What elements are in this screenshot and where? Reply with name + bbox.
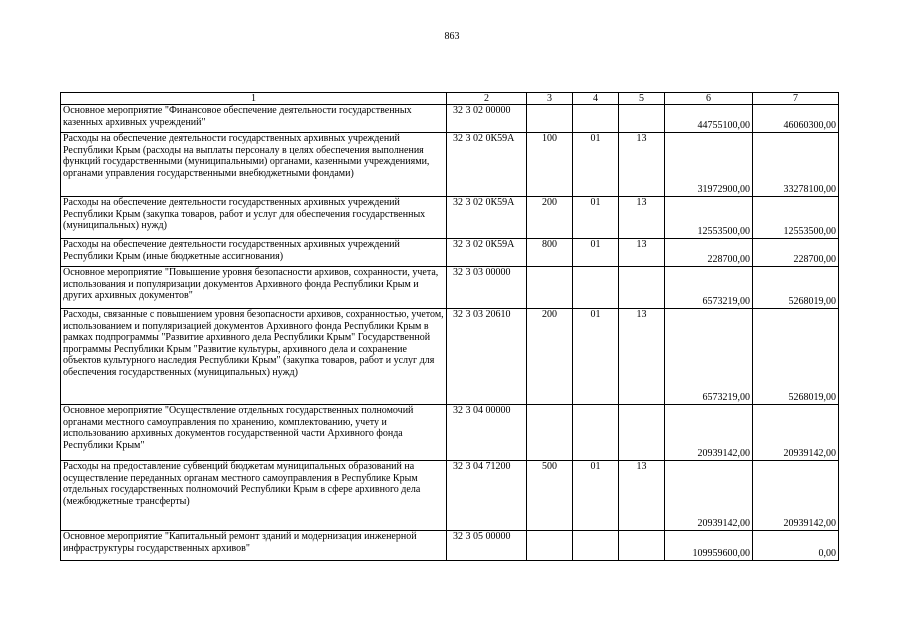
amount-cell: 20939142,00 (753, 461, 839, 531)
section-cell (573, 531, 619, 561)
header-cell: 4 (573, 93, 619, 105)
budget-code-cell: 32 3 04 71200 (447, 461, 527, 531)
description-cell: Основное мероприятие "Финансовое обеспечение деятельности государственных казенных архивных учреждений" (61, 105, 447, 133)
header-cell: 2 (447, 93, 527, 105)
expense-type-cell: 200 (527, 309, 573, 405)
header-cell: 7 (753, 93, 839, 105)
amount-cell: 20939142,00 (665, 405, 753, 461)
amount-cell: 46060300,00 (753, 105, 839, 133)
subsection-cell: 13 (619, 239, 665, 267)
amount-cell: 109959600,00 (665, 531, 753, 561)
budget-code-cell: 32 3 02 0К59А (447, 197, 527, 239)
table-row (61, 239, 839, 267)
budget-code-cell: 32 3 02 0К59А (447, 239, 527, 267)
expense-type-cell: 500 (527, 461, 573, 531)
description-cell: Расходы на предоставление субвенций бюджетам муниципальных образований на осуществление переданных органам местного самоуправления в Республике Крым отдельных государственных полномочий Республики Крым в сфере архивного дела (межбюджетные трансферты) (61, 461, 447, 531)
description-cell: Основное мероприятие "Повышение уровня безопасности архивов, сохранности, учета, использования и популяризации документов Архивного фонда Республики Крым и других архивных документов" (61, 267, 447, 309)
budget-code-cell: 32 3 05 00000 (447, 531, 527, 561)
expense-type-cell: 200 (527, 197, 573, 239)
table-row (61, 267, 839, 309)
description-cell: Расходы на обеспечение деятельности государственных архивных учреждений Республики Крым (расходы на выплаты персоналу в целях обеспечения выполнения функций государственными (муниципальными) органами, казенными учреждениями, органами управления государственными внебюджетными фондами) (61, 133, 447, 197)
amount-cell: 33278100,00 (753, 133, 839, 197)
table-row (61, 133, 839, 197)
header-row (61, 93, 839, 105)
amount-cell: 20939142,00 (665, 461, 753, 531)
subsection-cell (619, 267, 665, 309)
expense-type-cell: 100 (527, 133, 573, 197)
expense-type-cell (527, 105, 573, 133)
section-cell: 01 (573, 133, 619, 197)
table-row (61, 405, 839, 461)
amount-cell: 5268019,00 (753, 267, 839, 309)
amount-cell: 6573219,00 (665, 267, 753, 309)
description-cell: Основное мероприятие "Капитальный ремонт зданий и модернизация инженерной инфраструктуры государственных архивов" (61, 531, 447, 561)
section-cell (573, 405, 619, 461)
description-cell: Основное мероприятие "Осуществление отдельных государственных полномочий органами местного самоуправления по хранению, комплектованию, учету и использованию архивных документов государственной части Архивного фонда Республики Крым" (61, 405, 447, 461)
amount-cell: 6573219,00 (665, 309, 753, 405)
budget-code-cell: 32 3 03 20610 (447, 309, 527, 405)
subsection-cell (619, 105, 665, 133)
table-row (61, 105, 839, 133)
amount-cell: 5268019,00 (753, 309, 839, 405)
subsection-cell: 13 (619, 309, 665, 405)
subsection-cell: 13 (619, 461, 665, 531)
amount-cell: 12553500,00 (665, 197, 753, 239)
amount-cell: 31972900,00 (665, 133, 753, 197)
budget-table (60, 92, 839, 561)
header-cell: 3 (527, 93, 573, 105)
amount-cell: 228700,00 (665, 239, 753, 267)
amount-cell: 20939142,00 (753, 405, 839, 461)
section-cell (573, 267, 619, 309)
description-cell: Расходы, связанные с повышением уровня безопасности архивов, сохранностью, учетом, использованием и популяризацией документов Архивного фонда Республики Крым в рамках подпрограммы "Развитие архивного дела Республики Крым" Государственной программы Республики Крым "Развитие культуры, архивного дела и сохранение объектов культурного наследия Республики Крым" (закупка товаров, работ и услуг для обеспечения государственных (муниципальных) нужд) (61, 309, 447, 405)
budget-code-cell: 32 3 03 00000 (447, 267, 527, 309)
table-row (61, 461, 839, 531)
expense-type-cell (527, 531, 573, 561)
description-cell: Расходы на обеспечение деятельности государственных архивных учреждений Республики Крым (иные бюджетные ассигнования) (61, 239, 447, 267)
table-row (61, 531, 839, 561)
section-cell (573, 105, 619, 133)
amount-cell: 0,00 (753, 531, 839, 561)
table-row (61, 309, 839, 405)
budget-code-cell: 32 3 04 00000 (447, 405, 527, 461)
section-cell: 01 (573, 239, 619, 267)
budget-code-cell: 32 3 02 0К59А (447, 133, 527, 197)
amount-cell: 228700,00 (753, 239, 839, 267)
subsection-cell: 13 (619, 133, 665, 197)
expense-type-cell: 800 (527, 239, 573, 267)
section-cell: 01 (573, 197, 619, 239)
subsection-cell (619, 405, 665, 461)
budget-code-cell: 32 3 02 00000 (447, 105, 527, 133)
header-cell: 1 (61, 93, 447, 105)
section-cell: 01 (573, 461, 619, 531)
header-cell: 5 (619, 93, 665, 105)
header-cell: 6 (665, 93, 753, 105)
expense-type-cell (527, 267, 573, 309)
subsection-cell (619, 531, 665, 561)
section-cell: 01 (573, 309, 619, 405)
expense-type-cell (527, 405, 573, 461)
table-row (61, 197, 839, 239)
amount-cell: 12553500,00 (753, 197, 839, 239)
description-cell: Расходы на обеспечение деятельности государственных архивных учреждений Республики Крым (закупка товаров, работ и услуг для обеспечения государственных (муниципальных) нужд) (61, 197, 447, 239)
subsection-cell: 13 (619, 197, 665, 239)
amount-cell: 44755100,00 (665, 105, 753, 133)
page-number: 863 (444, 31, 460, 42)
